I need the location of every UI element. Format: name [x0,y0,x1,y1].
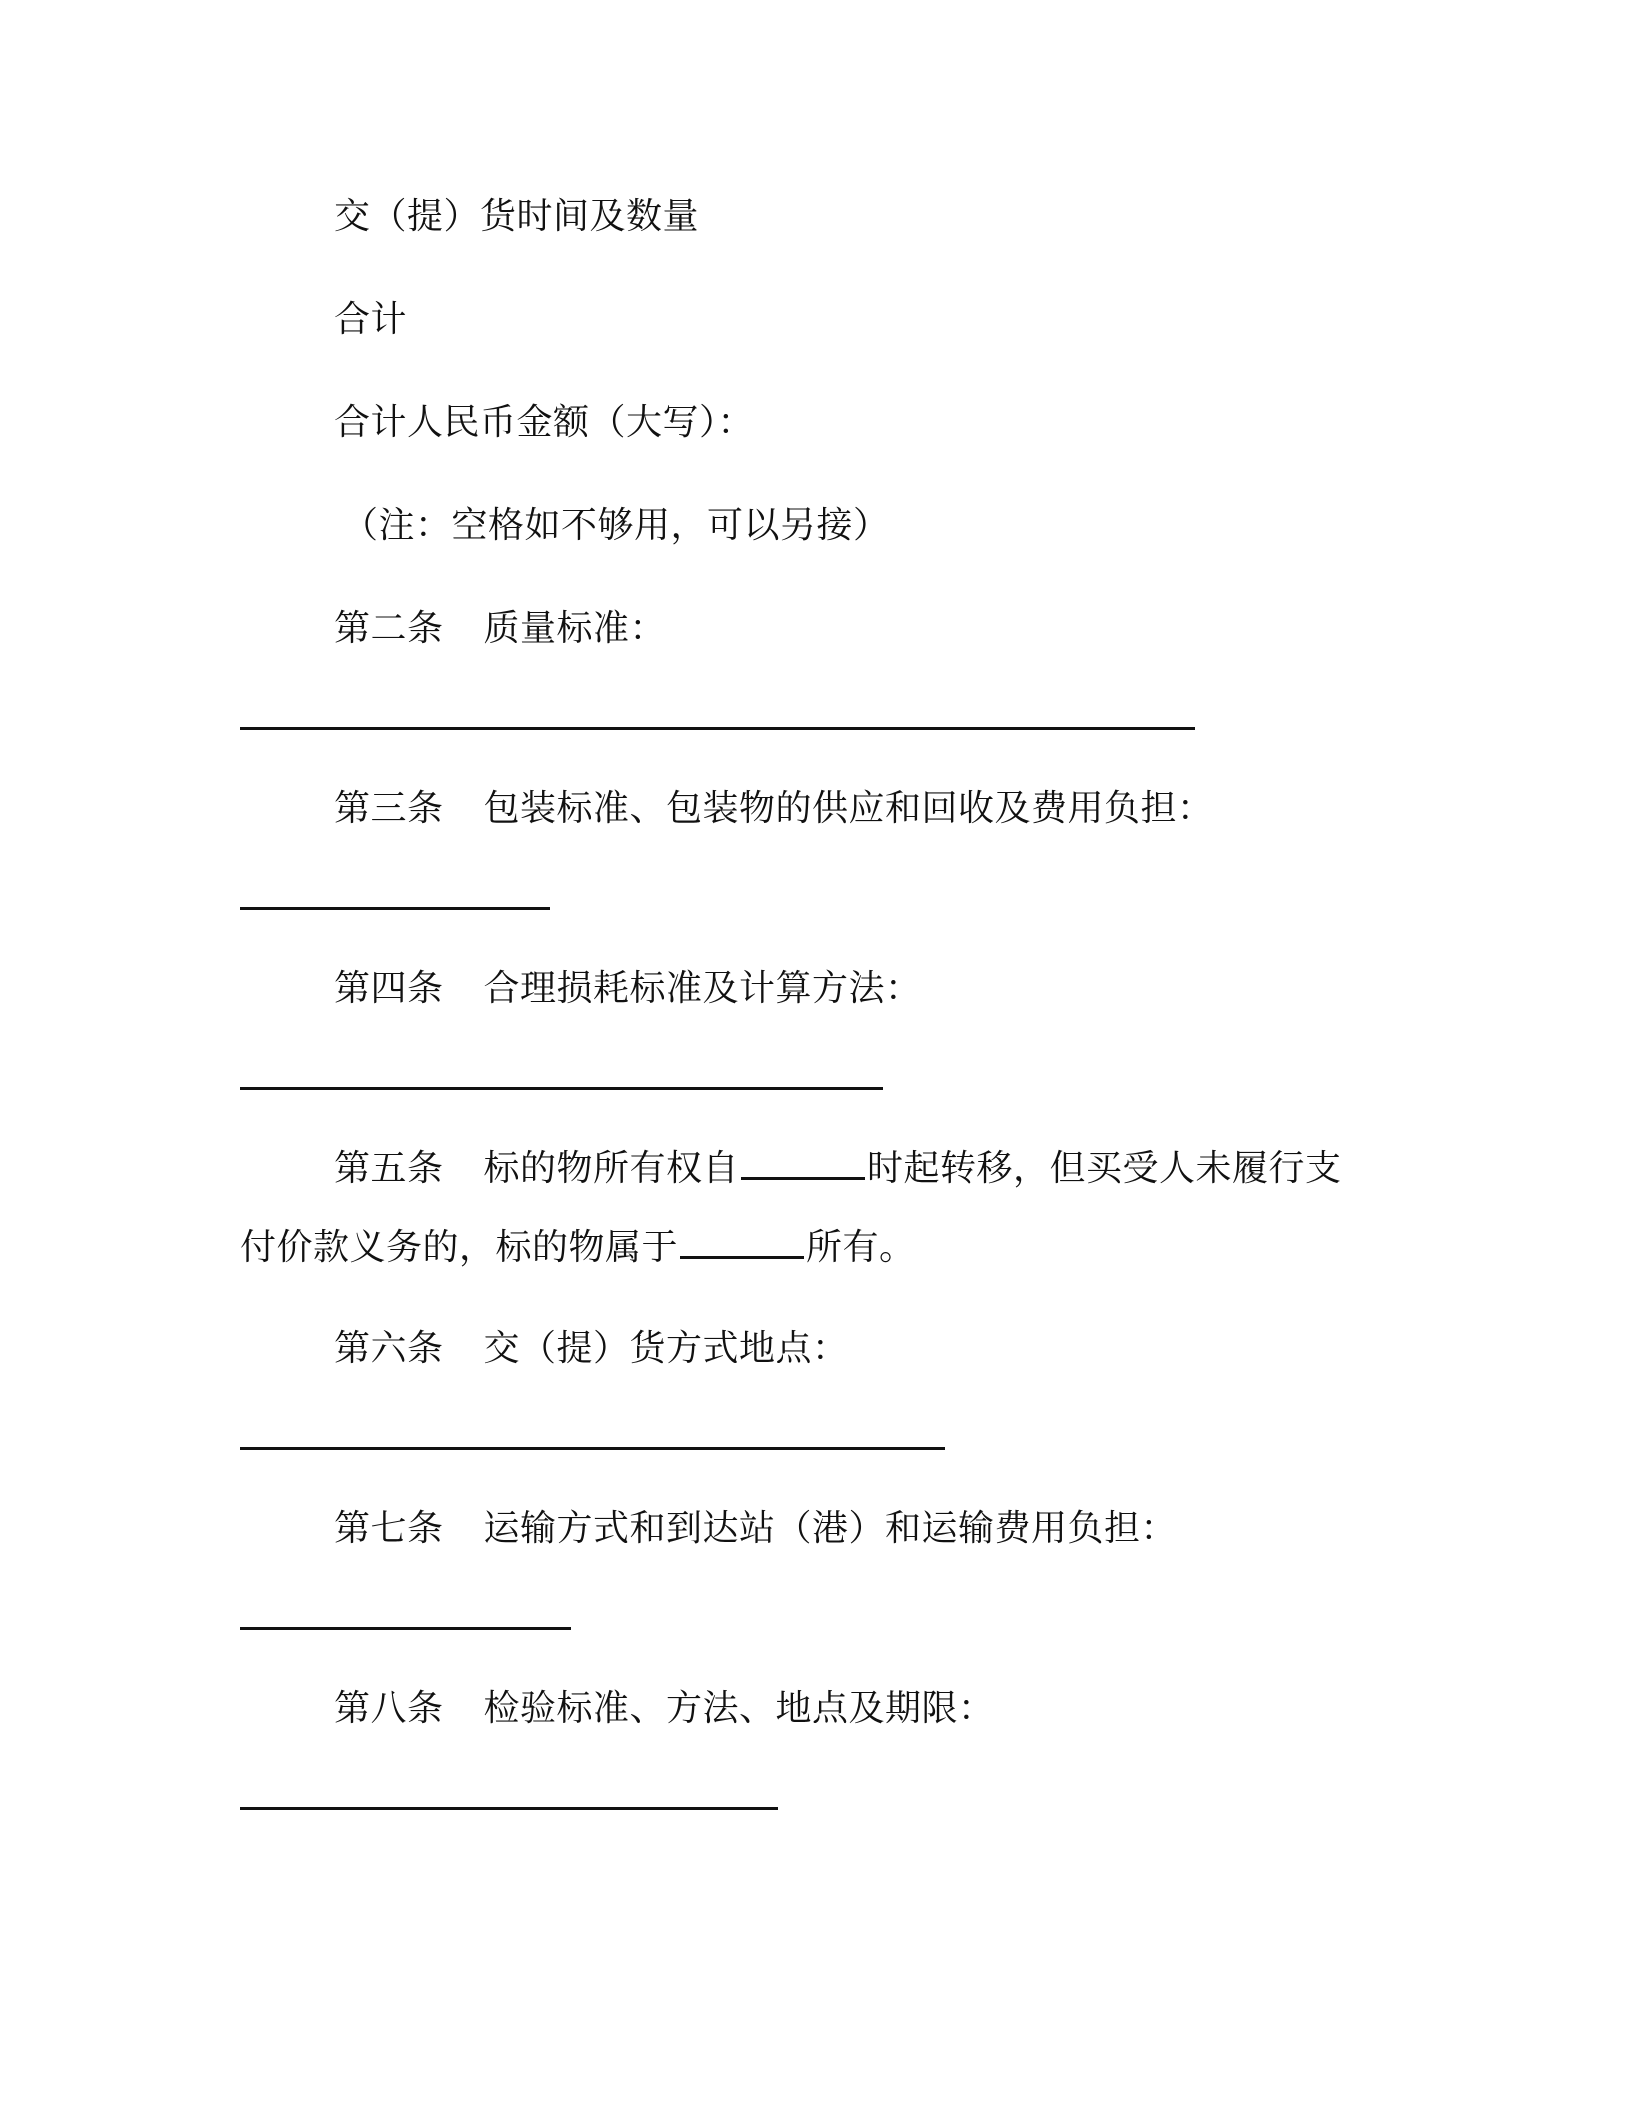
article-7-fill-line [240,1627,571,1630]
article-2-number: 第二条 [334,608,444,649]
article-8-fill-line [240,1807,778,1810]
article-6-fill-line [240,1447,945,1450]
total-label: 合计 [334,299,408,340]
article-5-number: 第五条 [334,1148,444,1189]
article-8-number: 第八条 [334,1688,444,1729]
delivery-time-quantity-label: 交（提）货时间及数量 [334,196,700,237]
article-5-text-b: 时起转移，但买受人未履行支 [867,1148,1342,1189]
article-8-text: 检验标准、方法、地点及期限： [483,1688,995,1729]
article-5-text-a: 标的物所有权自 [483,1148,740,1189]
total-rmb-amount-label: 合计人民币金额（大写）： [334,402,755,443]
article-6-text: 交（提）货方式地点： [483,1328,849,1369]
article-8 [334,1685,995,1733]
article-5-line-1 [334,1145,1342,1193]
ownership-transfer-blank [741,1145,865,1180]
article-4-text: 合理损耗标准及计算方法： [483,968,922,1009]
note-text: （注：空格如不够用，可以另接） [342,505,890,546]
article-6 [334,1325,849,1373]
article-2-fill-line [240,727,1195,730]
article-3-text: 包装标准、包装物的供应和回收及费用负担： [483,788,1214,829]
article-3 [334,785,1214,833]
article-3-fill-line [240,907,550,910]
article-4 [334,965,922,1013]
article-2 [334,605,666,653]
article-5-line-2 [240,1224,916,1272]
article-5-text-c: 付价款义务的，标的物属于 [240,1227,679,1268]
article-2-text: 质量标准： [483,608,667,649]
article-7-text: 运输方式和到达站（港）和运输费用负担： [483,1508,1178,1549]
article-5-text-d: 所有。 [806,1227,916,1268]
article-3-number: 第三条 [334,788,444,829]
ownership-holder-blank [680,1224,804,1259]
article-4-number: 第四条 [334,968,444,1009]
article-7-number: 第七条 [334,1508,444,1549]
article-7 [334,1505,1177,1553]
article-4-fill-line [240,1087,883,1090]
article-6-number: 第六条 [334,1328,444,1369]
